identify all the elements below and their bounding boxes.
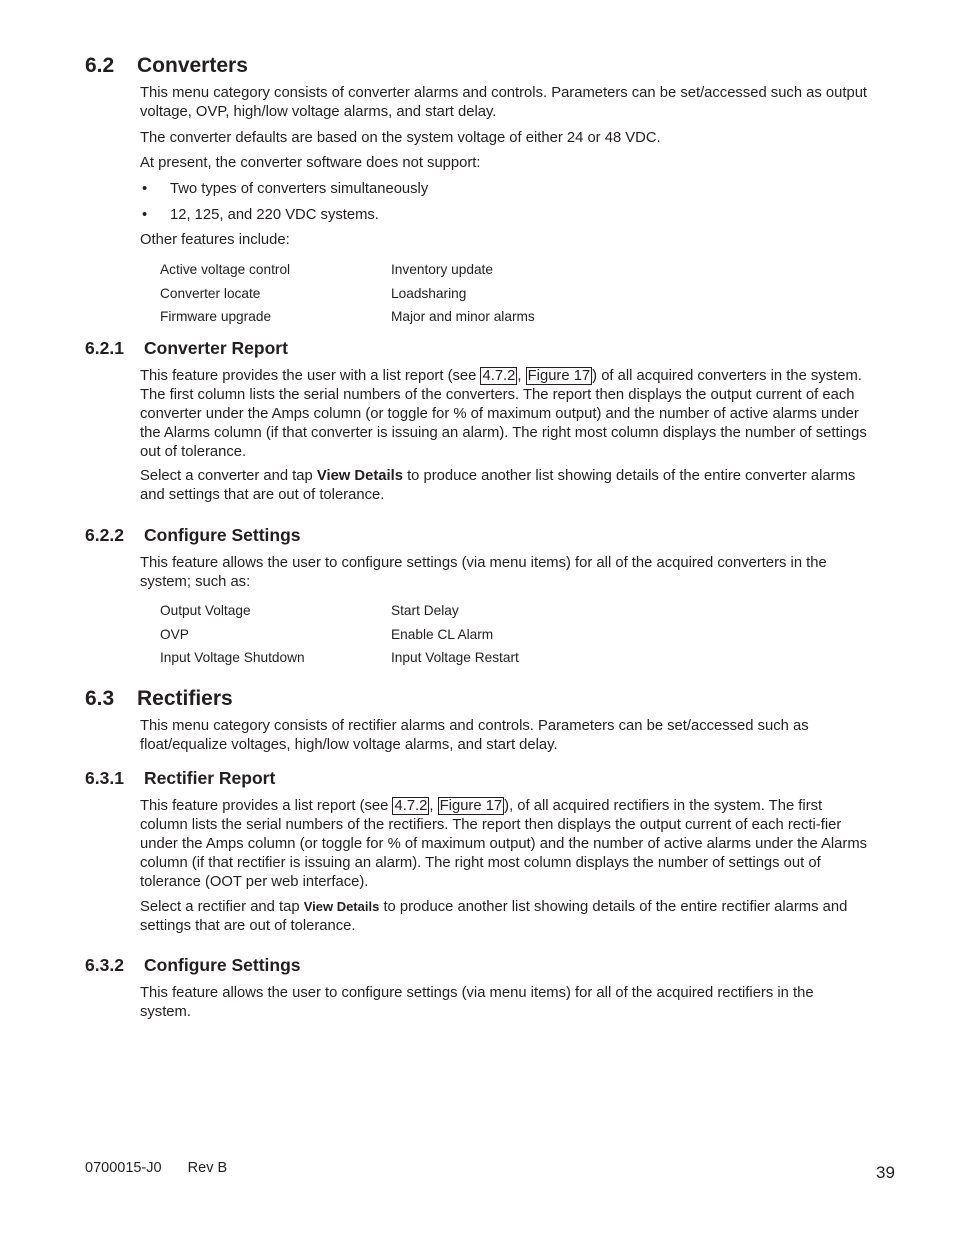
setting-row [160,646,660,670]
feature-item: Active voltage control [160,262,291,277]
revision: Rev B [187,1160,228,1176]
feature-row [160,305,660,329]
feature-row [160,258,660,282]
setting-item: Input Voltage Restart [391,650,519,665]
footer-doc-id [85,1160,227,1176]
paragraph: This feature allows the user to configure settings (via menu items) for all of the acquired converters in the system; such as: [140,555,827,590]
subsection-heading-6-2-2 [85,527,485,547]
subsection-number: 6.2.1 [85,338,124,358]
bold-term: View Details [316,468,403,484]
subsection-heading-6-3-2 [85,957,485,977]
feature-list [160,258,660,329]
text-run: to produce another list showing details of the entire converter alarms and settings that are out of tolerance. [140,468,856,503]
section-title: Rectifiers [137,687,233,710]
section-title: Converters [137,54,248,77]
paragraph: This menu category consists of rectifier alarms and controls. Parameters can be set/accessed such as float/equalize voltages, high/low voltage alarms, and start delay. [140,718,809,753]
text-run: Select a rectifier and tap [140,899,304,915]
list-item-text: 12, 125, and 220 VDC systems. [170,207,379,223]
paragraph [140,367,868,462]
subsection-title: Rectifier Report [144,768,276,788]
subsection-number: 6.3.2 [85,955,124,975]
subsection-heading-6-3-1 [85,770,485,790]
feature-item: Inventory update [391,262,493,277]
paragraph [140,897,868,936]
paragraph [140,797,868,892]
subsection-number: 6.2.2 [85,525,124,545]
text-run: ) of all acquired converters in the system. The first column lists the serial numbers of the converters. The report then displays the output current of each converter under the Amps column (or toggle for % of maximum output) and the number of active alarms under the Alarms column (if that converter is issuing an alarm). The right most column displays the number of settings out of tolerance. [140,368,867,460]
text-run: Select a converter and tap [140,468,317,484]
setting-item: OVP [160,626,189,642]
text-run: This feature provides a list report (see [140,798,393,814]
subsection-title: Configure Settings [144,525,301,545]
list-item [142,180,742,199]
text-run: This feature provides the user with a list report (see [140,368,481,384]
subsection-title: Configure Settings [144,955,301,975]
subsection-title: Converter Report [144,338,288,358]
text-run: , [429,798,438,814]
setting-item: Enable CL Alarm [391,626,494,642]
bullet-marker: • [142,207,148,223]
setting-row [160,599,660,623]
text-run: ), of all acquired rectifiers in the system. The first column lists the serial numbers of the rectifiers. The report then displays the output current of each recti-fier under the Amps column (or toggle for % of maximum output) and the number of active alarms under the Alarms column (if that rectifier is issuing an alarm). The right most column displays the number of settings out of tolerance (OOT per web interface). [140,798,868,890]
setting-item: Output Voltage [160,603,251,618]
feature-item: Major and minor alarms [391,309,535,324]
setting-row [160,623,660,647]
paragraph: Other features include: [140,232,290,248]
figure-reference-link[interactable]: Figure 17 [439,798,503,814]
cross-reference-link[interactable]: 4.7.2 [482,368,516,384]
bullet-marker: • [142,181,148,197]
setting-item: Start Delay [391,603,459,618]
text-run: , [517,368,526,384]
setting-item: Input Voltage Shutdown [160,650,305,665]
page-number: 39 [876,1163,895,1182]
paragraph: At present, the converter software does not support: [140,155,481,171]
feature-item: Loadsharing [391,285,467,301]
section-heading-6-3 [85,688,485,712]
document-number: 0700015-J0 [85,1160,162,1176]
bold-term: View Details [303,899,380,914]
text-run: to produce another list showing details of the entire rectifier alarms and settings that are out of tolerance. [140,899,848,934]
list-item-text: Two types of converters simultaneously [170,181,429,197]
list-item [142,206,742,225]
paragraph: This menu category consists of converter alarms and controls. Parameters can be set/accessed such as output voltage, OVP, high/low voltage alarms, and start delay. [140,85,868,120]
settings-list [160,599,660,670]
feature-item: Firmware upgrade [160,309,272,324]
paragraph [140,467,868,505]
paragraph: This feature allows the user to configure settings (via menu items) for all of the acquired rectifiers in the system. [140,985,814,1020]
paragraph: The converter defaults are based on the system voltage of either 24 or 48 VDC. [140,130,661,146]
subsection-heading-6-2-1 [85,340,485,360]
subsection-number: 6.3.1 [85,768,124,788]
feature-item: Converter locate [160,285,261,301]
section-number: 6.3 [85,687,115,710]
figure-reference-link[interactable]: Figure 17 [527,368,591,384]
section-number: 6.2 [85,54,115,77]
feature-row [160,282,660,306]
cross-reference-link[interactable]: 4.7.2 [394,798,428,814]
section-heading-6-2 [85,55,485,79]
